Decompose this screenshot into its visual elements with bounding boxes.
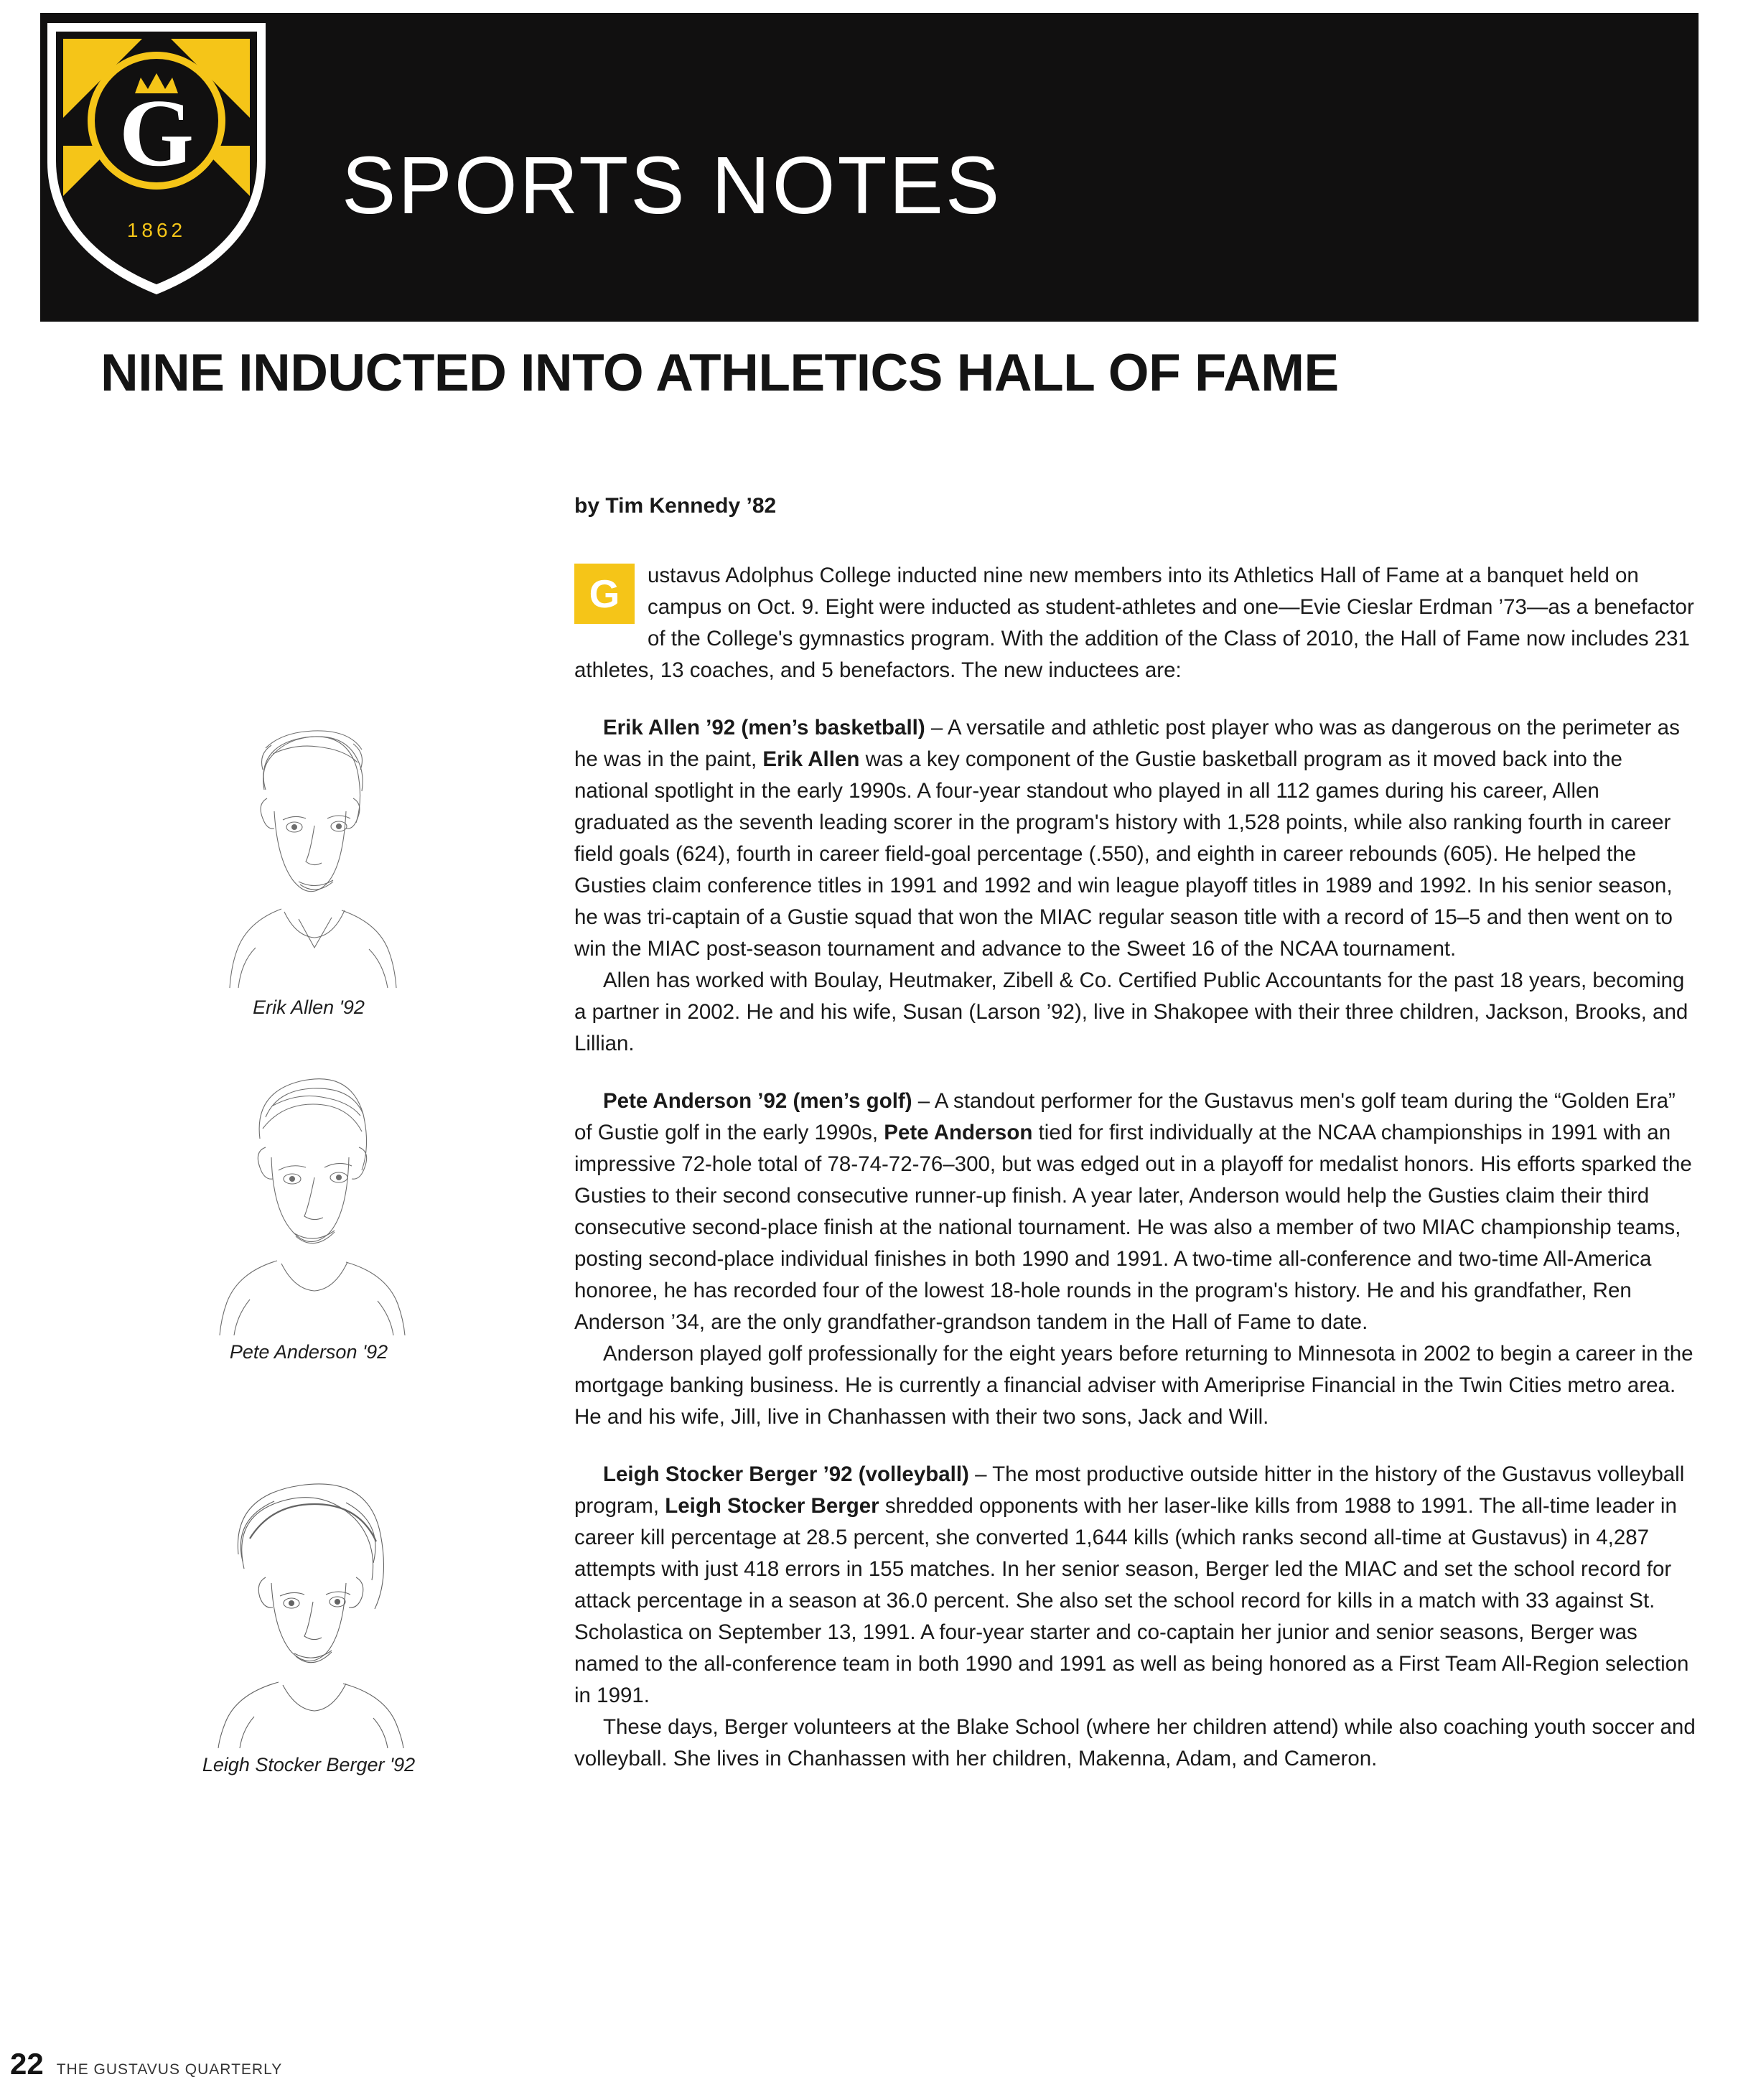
entry-leigh-stocker-berger bbox=[574, 1459, 1698, 1712]
portrait-sketch bbox=[158, 1461, 459, 1748]
portrait-erik-allen bbox=[86, 704, 531, 1019]
page-footer bbox=[10, 2047, 282, 2081]
publication-name: THE GUSTAVUS QUARTERLY bbox=[56, 2061, 283, 2078]
entry-body-2: was a key component of the Gustie basketball program as it moved back into the national spotlight in the early 1990s. A four-year standout who played in all 112 games during his career, Allen graduated as the seventh leading scorer in the program's history with 1,528 points, while also ranking fourth in career field goals (624), fourth in career field-goal percentage (.550), and eighth in career rebounds (605). He helped the Gusties claim conference titles in 1991 and 1992 and win league playoff titles in 1989 and 1992. In his senior season, he was tri-captain of a Gustie squad that won the MIAC regular season title with a record of 15–5 and then went on to win the MIAC post-season tournament and advance to the Sweet 16 of the NCAA tournament. bbox=[574, 747, 1673, 961]
byline: by Tim Kennedy ’82 bbox=[574, 494, 777, 518]
gustavus-crest-logo bbox=[34, 13, 279, 300]
entry-body-1: – A standout performer for the Gustavus men's golf team during the “Golden Era” of Gustie golf in the early 1990s, bbox=[574, 1089, 1676, 1144]
page-title: NINE INDUCTED INTO ATHLETICS HALL OF FAME bbox=[101, 344, 1339, 402]
entry-body-2: tied for first individually at the NCAA championships in 1991 with an impressive 72-hole total of 78-74-72-76–300, but was edged out in a playoff for medalist honors. His efforts sparked the Gusties to their second consecutive runner-up finish. A year later, Anderson would help the Gusties claim their third consecutive second-place finish at the national tournament. He was also a member of two MIAC championship teams, posting second-place individual finishes in both 1990 and 1991. A two-time all-conference and two-time All-America honoree, he has recorded four of the lowest 18-hole rounds in the program's history. He and his grandfather, Ren Anderson ’34, are the only grandfather-grandson tandem in the Hall of Fame to date. bbox=[574, 1121, 1692, 1334]
masthead-banner bbox=[40, 13, 1699, 322]
page-number: 22 bbox=[10, 2047, 44, 2081]
entry-name-bold: Pete Anderson bbox=[884, 1121, 1033, 1144]
portrait-leigh-stocker-berger bbox=[86, 1461, 531, 1776]
portrait-sketch bbox=[158, 1048, 459, 1335]
entry-lead-bold: Pete Anderson ’92 (men’s golf) bbox=[603, 1089, 912, 1113]
entry-name-bold: Leigh Stocker Berger bbox=[665, 1494, 879, 1518]
masthead-title: SPORTS NOTES bbox=[342, 140, 1002, 230]
entry-body-2: shredded opponents with her laser-like kills from 1988 to 1991. The all-time leader in career kill percentage at 28.5 percent, she converted 1,644 kills (which ranks second all-time at Gustavus) in 4,287 attempts with just 418 errors in 155 matches. In her senior season, Berger led the MIAC and set the school record for attack percentage in a season at 36.0 percent. She also set the school record for kills in a match with 33 against St. Scholastica on September 13, 1991. A four-year starter and co-captain her junior and senior seasons, Berger was named to the all-conference team in both 1990 and 1991 as well as being honored as a First Team All-Region selection in 1991. bbox=[574, 1494, 1689, 1707]
entry-name-bold: Erik Allen bbox=[762, 747, 860, 771]
entry-lead-bold: Leigh Stocker Berger ’92 (volleyball) bbox=[603, 1462, 969, 1486]
article-body bbox=[574, 560, 1698, 1775]
lead-text: ustavus Adolphus College inducted nine new members into its Athletics Hall of Fame at a banquet held on campus on Oct. 9. Eight were inducted as student-athletes and one—Evie Cieslar Erdman ’73—as a benefactor of the College's gymnastics program. With the addition of the Class of 2010, the Hall of Fame now includes 231 athletes, 13 coaches, and 5 benefactors. The new inductees are: bbox=[574, 564, 1694, 682]
entry-erik-allen bbox=[574, 712, 1698, 965]
lead-paragraph bbox=[574, 560, 1698, 686]
svg-text:G: G bbox=[118, 80, 195, 186]
entry-body-1: – A versatile and athletic post player who was as dangerous on the perimeter as he was in the paint, bbox=[574, 716, 1680, 771]
portrait-pete-anderson bbox=[86, 1048, 531, 1363]
dropcap: G bbox=[574, 564, 635, 624]
portrait-caption: Leigh Stocker Berger '92 bbox=[202, 1754, 416, 1775]
entry-leigh-stocker-berger-followup: These days, Berger volunteers at the Blake School (where her children attend) while also coaching youth soccer and volleyball. She lives in Chanhassen with her children, Makenna, Adam, and Cameron. bbox=[574, 1715, 1696, 1770]
portrait-caption: Erik Allen '92 bbox=[253, 997, 365, 1018]
crest-year: 1862 bbox=[126, 219, 187, 241]
portrait-sketch bbox=[158, 704, 459, 991]
entry-erik-allen-followup: Allen has worked with Boulay, Heutmaker, Zibell & Co. Certified Public Accountants for the past 18 years, becoming a partner in 2002. He and his wife, Susan (Larson ’92), live in Shakopee with their three children, Jackson, Brooks, and Lillian. bbox=[574, 969, 1688, 1055]
entry-pete-anderson bbox=[574, 1086, 1698, 1338]
portrait-caption: Pete Anderson '92 bbox=[229, 1341, 388, 1363]
entry-lead-bold: Erik Allen ’92 (men’s basketball) bbox=[603, 716, 925, 739]
entry-body-1: – The most productive outside hitter in the history of the Gustavus volleyball program, bbox=[574, 1462, 1685, 1518]
entry-pete-anderson-followup: Anderson played golf professionally for the eight years before returning to Minnesota in 2002 to begin a career in the mortgage banking business. He is currently a financial adviser with Ameriprise Financial in the Twin Cities metro area. He and his wife, Jill, live in Chanhassen with their two sons, Jack and Will. bbox=[574, 1342, 1693, 1429]
